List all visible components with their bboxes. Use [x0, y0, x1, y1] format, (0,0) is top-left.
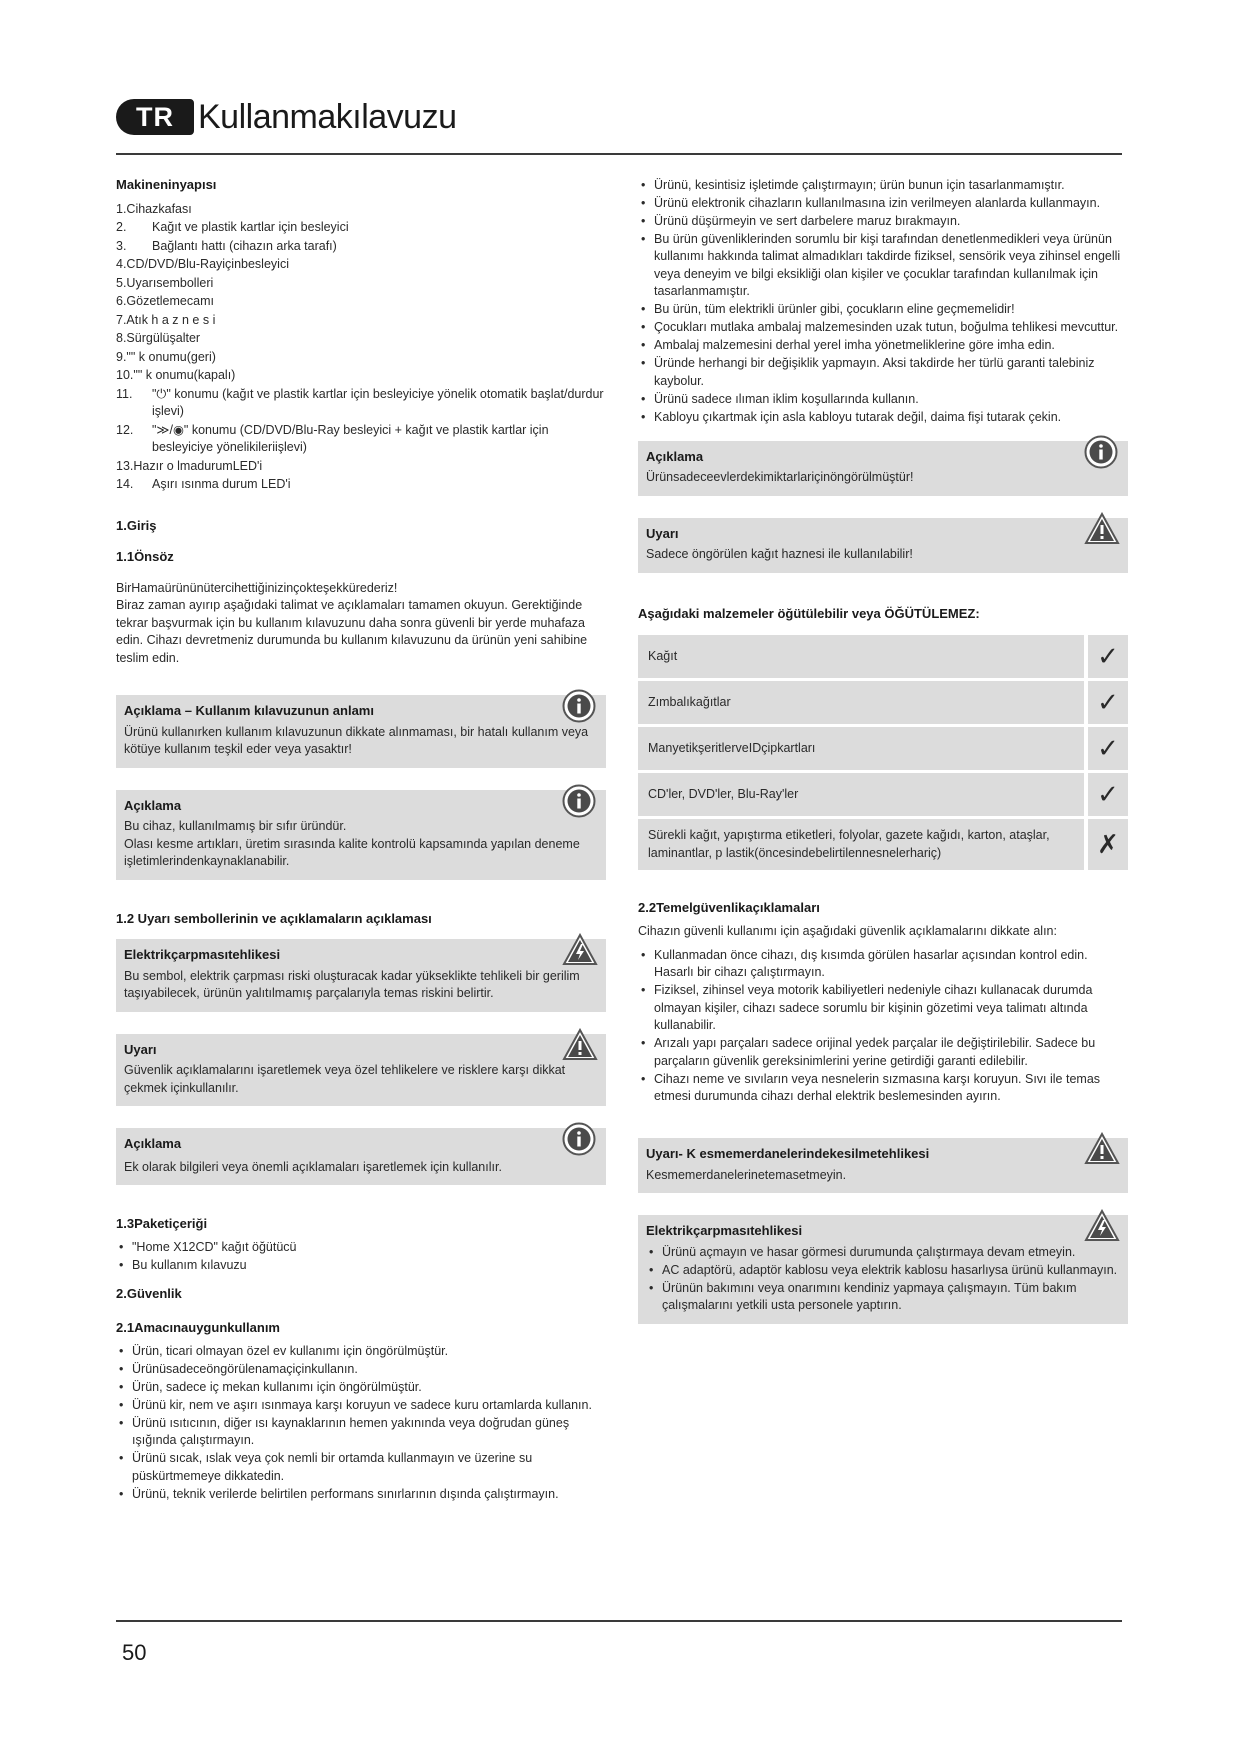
material-name: ManyetikşeritlerveIDçipkartları	[638, 727, 1084, 770]
list-item: • AC adaptörü, adaptör kablosu veya elektrik kablosu hasarlıysa ürünü kullanmayın.	[646, 1262, 1120, 1280]
page-header	[116, 96, 456, 138]
list-text: "⏻" konumu (kağıt ve plastik kartlar için besleyiciye yönelik otomatik başlat/durdur işlevi)	[152, 386, 604, 418]
warning-box-title: Uyarı	[646, 525, 679, 541]
list-number: 2.	[116, 220, 127, 234]
list-item: • "Home X12CD" kağıt öğütücü	[116, 1239, 606, 1257]
list-item: • Ürünü düşürmeyin ve sert darbelere maruz bırakmayın.	[638, 213, 1128, 231]
note-box-household	[638, 441, 1128, 496]
list-item: • Ürünü sadece ılıman iklim koşullarında kullanın.	[638, 391, 1128, 409]
safety-list	[638, 947, 1128, 1106]
list-text: 13.Hazır o lmadurumLED'i	[116, 458, 263, 473]
table-row	[638, 635, 1128, 678]
list-text: 6.Gözetlemecamı	[116, 294, 214, 308]
list-text: Kağıt ve plastik kartlar için besleyici	[152, 220, 349, 234]
list-item	[116, 367, 606, 385]
warning-box-text: Bu sembol, elektrik çarpması riski oluşturacak kadar yükseklikte tehlikeli bir gerilim taşıyabilecek, ürünün yalıtılmamış parçalarıyla temas riskini belirtir.	[124, 968, 580, 1000]
list-item	[116, 275, 606, 293]
note-box-text: Ürünsadeceevlerdekimiktarlariçinöngörülmüştür!	[646, 470, 914, 484]
list-item: • Bu ürün, tüm elektrikli ürünler gibi, çocukların eline geçmemelidir!	[638, 301, 1128, 319]
list-item: • Ürünü açmayın ve hasar görmesi durumunda çalıştırmaya devam etmeyin.	[646, 1244, 1120, 1262]
list-text: 5.Uyarısembolleri	[116, 275, 214, 290]
list-number: 11.	[116, 386, 133, 401]
list-item: • Ürün, sadece iç mekan kullanımı için öngörülmüştür.	[116, 1379, 606, 1397]
warning-box-title: Elektrikçarpmasıtehlikesi	[646, 1223, 803, 1238]
list-item: • Kullanmadan önce cihazı, dış kısımda görülen hasarlar açısından kontrol edin. Hasarlı bir cihazı çalıştırmayın.	[638, 947, 1128, 982]
warning-box-text: Kesmemerdanelerinetemasetmeyin.	[646, 1167, 847, 1182]
list-item	[116, 256, 606, 274]
warning-icon	[1084, 512, 1118, 546]
table-row	[638, 773, 1128, 816]
warning-box-title: Uyarı- K esmemerdanelerindekesilmetehlikesi	[646, 1146, 930, 1161]
note-box-info	[116, 1128, 606, 1185]
intro-text: Biraz zaman ayırıp aşağıdaki talimat ve açıklamaları tamamen okuyun. Gerektiğinde tekrar başvurmak için bu kullanım kılavuzunu daha sonra güvenli bir yerde muhafaza edin. Cihazı devretmeniz durumunda bu kullanım kılavuzunu da ürünün yeni sahibine teslim edin.	[116, 598, 588, 665]
header-rule	[116, 153, 1122, 155]
list-item	[116, 458, 606, 476]
list-text: 1.Cihazkafası	[116, 201, 192, 216]
note-box-title: Açıklama	[124, 1136, 182, 1151]
table-row	[638, 727, 1128, 770]
material-mark: ✓	[1084, 681, 1128, 724]
section-2-title: 2.Güvenlik	[116, 1286, 182, 1301]
material-name: Sürekli kağıt, yapıştırma etiketleri, folyolar, gazete kağıdı, karton, ataşlar, laminantlar, p lastik(öncesindebelirtilennesnelerhariç)	[638, 819, 1084, 870]
warning-box-title: Elektrikçarpmasıtehlikesi	[124, 947, 281, 962]
list-item: • Ürünü kir, nem ve aşırı ısınmaya karşı koruyun ve sadece kuru ortamlarda kullanın.	[116, 1397, 606, 1415]
section-2-2-intro: Cihazın güvenli kullanımı için aşağıdaki güvenlik açıklamalarını dikkate alın:	[638, 923, 1057, 938]
page-title: Kullanmakılavuzu	[198, 97, 457, 136]
material-name: CD'ler, DVD'ler, Blu-Ray'ler	[638, 773, 1084, 816]
electric-shock-list	[646, 1244, 1120, 1315]
list-text: 8.Sürgülüşalter	[116, 331, 201, 345]
material-name: Zımbalıkağıtlar	[638, 681, 1084, 724]
list-text: 9."" k onumu(geri)	[116, 349, 216, 364]
warning-box-paper	[638, 518, 1128, 573]
list-item: • Ürün, ticari olmayan özel ev kullanımı için öngörülmüştür.	[116, 1343, 606, 1361]
section-1-1-title: 1.1Önsöz	[116, 549, 174, 564]
list-number: 12.	[116, 422, 134, 437]
list-text: Bağlantı hattı (cihazın arka tarafı)	[152, 238, 337, 253]
package-list	[116, 1239, 606, 1275]
material-mark: ✓	[1084, 635, 1128, 678]
list-item	[116, 330, 606, 348]
table-row	[638, 681, 1128, 724]
materials-table	[638, 632, 1128, 873]
note-box-text: Olası kesme artıkları, üretim sırasında kalite kontrolü kapsamında yapılan deneme işletimlerindenkaynaklanabilir.	[124, 836, 580, 868]
list-item: • Cihazı neme ve sıvıların veya nesnelerin sızmasına karşı koruyun. Sıvı ile temas etmesi durumunda cihazı derhal elektrik beslemesinden ayırın.	[638, 1071, 1128, 1106]
section-1-3-title: 1.3Paketiçeriği	[116, 1216, 208, 1231]
section-1-2-title: 1.2 Uyarı sembollerinin ve açıklamaların açıklaması	[116, 910, 432, 926]
cutting-hazard-box	[638, 1138, 1128, 1193]
list-item	[116, 349, 606, 367]
usage-list-continued	[638, 177, 1128, 427]
warning-box-text: Güvenlik açıklamalarını işaretlemek veya özel tehlikelere ve risklere karşı dikkat çekmek içinkullanılır.	[124, 1063, 566, 1095]
note-box-manual	[116, 695, 606, 768]
materials-title: Aşağıdaki malzemeler öğütülebilir veya ÖĞÜTÜLEMEZ:	[638, 605, 980, 621]
language-badge: TR	[116, 99, 194, 135]
list-item: • Üründe herhangi bir değişiklik yapmayın. Aksi takdirde her türlü garanti talebiniz kaybolur.	[638, 355, 1128, 390]
list-number: 3.	[116, 238, 127, 253]
electric-shock-box	[116, 939, 606, 1012]
warning-icon	[1084, 1132, 1118, 1166]
list-item: • Ürünü, teknik verilerde belirtilen performans sınırlarının dışında çalıştırmayın.	[116, 1486, 606, 1504]
intro-thanks: BirHamaürününütercihettiğinizinçokteşekkürederiz!	[116, 580, 398, 595]
electric-hazard-icon	[1084, 1209, 1118, 1243]
list-text: "≫/◉" konumu (CD/DVD/Blu-Ray besleyici + kağıt ve plastik kartlar için besleyiciye yönelikileriişlevi)	[152, 422, 549, 454]
list-text: 4.CD/DVD/Blu-Rayiçinbesleyici	[116, 257, 289, 271]
material-mark: ✓	[1084, 727, 1128, 770]
table-row	[638, 819, 1128, 870]
warning-box	[116, 1034, 606, 1107]
list-item: • Kabloyu çıkartmak için asla kabloyu tutarak değil, daima fişi tutarak çekin.	[638, 409, 1128, 427]
list-text: 10."" k onumu(kapalı)	[116, 368, 236, 382]
list-item	[116, 422, 606, 457]
list-item	[116, 219, 606, 237]
list-item: • Ürünün bakımını veya onarımını kendiniz yapmaya çalışmayın. Tüm bakım çalışmalarını yetkili usta personele yaptırın.	[646, 1280, 1120, 1315]
right-column	[638, 176, 1128, 1324]
usage-list	[116, 1343, 606, 1504]
info-icon	[1084, 435, 1118, 469]
note-box-text: Bu cihaz, kullanılmamış bir sıfır üründür.	[124, 819, 347, 833]
footer-rule	[116, 1620, 1122, 1622]
list-item: • Ambalaj malzemesini derhal yerel imha yönetmeliklerine göre imha edin.	[638, 337, 1128, 355]
info-icon	[562, 1122, 596, 1156]
list-item	[116, 201, 606, 219]
list-item: • Fiziksel, zihinsel veya motorik kabiliyetleri nedeniyle cihazı kullanacak durumda olmayan kişiler, cihazı sadece sorumlu bir kişinin gözetimi veya talimatı altında kullanabilir.	[638, 982, 1128, 1035]
page-number: 50	[122, 1640, 147, 1665]
section-2-1-title: 2.1Amacınauygunkullanım	[116, 1319, 280, 1335]
list-item	[116, 293, 606, 311]
electric-shock-box-2	[638, 1215, 1128, 1324]
list-item	[116, 386, 606, 421]
warning-box-title: Uyarı	[124, 1041, 157, 1057]
info-icon	[562, 689, 596, 723]
warning-icon	[562, 1028, 596, 1062]
note-box-title: Açıklama	[124, 797, 182, 813]
list-number: 14.	[116, 477, 134, 491]
note-box-title: Açıklama	[646, 448, 704, 464]
note-box-new-product	[116, 790, 606, 880]
list-item: • Bu ürün güvenliklerinden sorumlu bir kişi tarafından denetlenmedikleri veya ürünün kullanımı hakkında talimat almadıkları takdirde fiziksel, sensörik veya zihinsel engelli veya deneyim ve bilgi eksikliği olan kişiler ve çocuklar tarafından kullanılmak için tasarlanmamıştır.	[638, 231, 1128, 301]
note-box-title: Açıklama – Kullanım kılavuzunun anlamı	[124, 703, 374, 718]
structure-list	[116, 201, 606, 494]
note-box-text: Ürünü kullanırken kullanım kılavuzunun dikkate alınmaması, bir hatalı kullanım veya kötüye kullanım teşkil eder veya yasaktır!	[124, 724, 589, 756]
material-name: Kağıt	[638, 635, 1084, 678]
list-text: Aşırı ısınma durum LED'i	[152, 477, 291, 491]
list-item	[116, 476, 606, 494]
list-item: • Bu kullanım kılavuzu	[116, 1257, 606, 1275]
electric-hazard-icon	[562, 933, 596, 967]
list-item: • Çocukları mutlaka ambalaj malzemesinden uzak tutun, boğulma tehlikesi mevcuttur.	[638, 319, 1128, 337]
material-mark: ✓	[1084, 773, 1128, 816]
list-item	[116, 238, 606, 256]
list-item: • Ürünü ısıtıcının, diğer ısı kaynaklarının hemen yakınında veya doğrudan güneş ışığında çalıştırmayın.	[116, 1415, 606, 1450]
section-1-title: 1.Giriş	[116, 517, 157, 533]
list-item	[116, 312, 606, 330]
left-column	[116, 176, 606, 1504]
list-item: • Ürünüsadeceöngörülenamaçiçinkullanın.	[116, 1361, 606, 1379]
list-text: 7.Atık h a z n e s i	[116, 312, 216, 327]
warning-box-text: Sadece öngörülen kağıt haznesi ile kullanılabilir!	[646, 547, 913, 561]
list-item: • Ürünü, kesintisiz işletimde çalıştırmayın; ürün bunun için tasarlanmamıştır.	[638, 177, 1128, 195]
note-box-text: Ek olarak bilgileri veya önemli açıklamaları işaretlemek için kullanılır.	[124, 1159, 502, 1174]
section-2-2-title: 2.2Temelgüvenlikaçıklamaları	[638, 900, 820, 915]
structure-title: Makineninyapısı	[116, 177, 217, 192]
info-icon	[562, 784, 596, 818]
list-item: • Ürünü sıcak, ıslak veya çok nemli bir ortamda kullanmayın ve üzerine su püskürtmemeye dikkatedin.	[116, 1450, 606, 1485]
list-item: • Arızalı yapı parçaları sadece orijinal yedek parçalar ile değiştirilebilir. Sadece bu parçaların güvenlik gereksinimlerini yerine getirdiği garanti edilebilir.	[638, 1035, 1128, 1070]
material-mark: ✗	[1084, 819, 1128, 870]
list-item: • Ürünü elektronik cihazların kullanılmasına izin verilmeyen alanlarda kullanmayın.	[638, 195, 1128, 213]
